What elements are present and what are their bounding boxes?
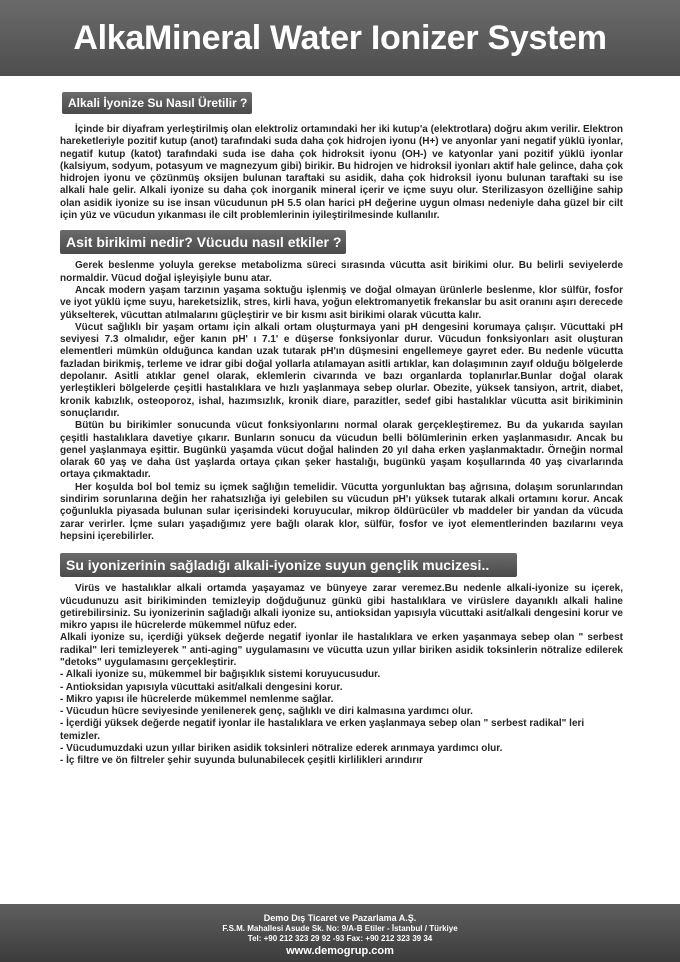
list-item: - Mikro yapısı ile hücrelerde mükemmel nemlenme sağlar. xyxy=(60,693,334,705)
section-2-paragraph: Gerek beslenme yoluyla gerekse metabolizma süreci sırasında vücutta asit birikimi olur. Bu belirli seviyelerde normaldir. Vücud doğal işleyişiyle bunu atar. xyxy=(60,260,623,284)
section-2-paragraph: Ancak modern yaşam tarzının yaşama soktuğu işlenmiş ve doğal olmayan ürünlerle beslenme, klor sülfür, fosfor ve iyot yüklü içme suyu, hareketsizlik, stres, kirli hava, yoğun elektromanyetik frekanslar bu asit oranını aşırı derecede yükselterek, vücuttan atılmalarını güçleştirir ve bir kısmı asit birikimi olarak vücutta kalır. xyxy=(60,284,623,321)
section-2-paragraph: Bütün bu birikimler sonucunda vücut fonksiyonlarını normal olarak gerçekleştiremez. Bu da yukarıda sayılan çeşitli hastalıklara davetiye çıkarır. Bunların sonucu da vücudun belli bölümlerinin erken yaşlanmasıdır. Ancak bu genel yaşlanmaya eşittir. Bugünkü yaşamda vücut doğal halinden 20 yıl daha erken yaşlanmaktadır. Örneğin normal olarak 60 yaş ve daha üst yaşlarda ortaya çıkan şeker hastalığı, bugünkü yaşam koşullarında 40 yaş civarlarında ortaya çıkmaktadır. xyxy=(60,420,623,481)
contact-phone: Tel: +90 212 323 29 92 -93 Fax: +90 212 323 39 34 xyxy=(247,934,433,943)
list-item: - Vücudumuzdaki uzun yıllar biriken asidik toksinleri nötralize ederek arınmaya yardımcı olur. xyxy=(60,743,503,755)
company-address: F.S.M. Mahallesi Asude Sk. No: 9/A-B Etiler - İstanbul / Türkiye xyxy=(222,924,458,933)
company-name: Demo Dış Ticaret ve Pazarlama A.Ş. xyxy=(263,913,417,923)
section-2-paragraph: Her koşulda bol bol temiz su içmek sağlığın temelidir. Vücutta yorgunluktan baş ağrısına, dolaşım sorunlarından sindirim sorunlarına değin her rahatsızlığa iyi gelebilen su vücudun pH'ı yüksek tutarak alkali ortamını korur. Ancak çoğunlukla piyasada bulunan sular içerisindeki koruyucular, mikrop öldürücüler vb maddeler bir yandan da vücuda zarar verirler. İçme suları yaşadığımız yere bağlı olarak klor, sülfür, fosfor ve iyot elementlerinden bazılarını veya hepsini içerebilirler. xyxy=(60,481,623,542)
section-1-paragraph: İçinde bir diyafram yerleştirilmiş olan elektroliz ortamındaki her iki kutup'a (elektrotlara) doğru akım verilir. Elektron hareketleriyle pozitif kutup (anot) tarafındaki suda daha çok hidrojen iyonu (H+) ve anyonlar yani negatif yüklü iyonlar, negatif kutup (katot) tarafındaki suda ise daha çok hidroksit iyonu (OH-) ve katyonlar yani pozitif yüklü iyonlar (kalsiyum, sodyum, potasyum ve magnezyum gibi) birikir. Bu hidrojen ve hidroksil iyonları aktif hale gelince, daha çok hidrojen iyonu ve çözünmüş oksijen bulunan taraftaki su asidik, daha çok hidroksil iyonu bulunan taraftaki su ise alkali hale gelir. Alkali iyonize su daha çok inorganik mineral içerir ve içme suyu olur. Sterilizasyon özelliğine sahip olan asidik iyonize su ise insan vücudunun pH 5.5 olan harici pH değerine uygun olması nedeniyle daha güzel bir cilt için yüz ve vücudun yıkanması ile cilt problemlerinin iyileştirilmesinde kullanılır. xyxy=(60,124,623,222)
section-3-paragraph: Alkali iyonize su, içerdiği yüksek değerde negatif iyonlar ile hastalıklara ve erken yaşanmaya sebep olan " serbest radikal" leri temizleyerek " anti-aging" uygulamasını ve vücutta uzun yıllar biriken asidik toksinlerin nötralize edilerek "detoks" uygulamasını gerçekleştirir. xyxy=(60,632,623,668)
page-title: AlkaMineral Water Ionizer System xyxy=(73,18,607,57)
website-link[interactable]: www.demogrup.com xyxy=(286,945,394,957)
list-item: - Vücudun hücre seviyesinde yenilenerek genç, sağlıklı ve diri kalmasına yardımcı olur. xyxy=(60,706,473,718)
benefits-list xyxy=(60,669,623,767)
section-title-alkali-uretim: Alkali İyonize Su Nasıl Üretilir ? xyxy=(62,92,252,114)
page-footer xyxy=(0,904,680,962)
section-title-genclik-mucizesi: Su iyonizerinin sağladığı alkali-iyonize suyun gençlik mucizesi.. xyxy=(60,553,517,577)
list-item: - İçerdiği yüksek değerde negatif iyonlar ile hastalıklara ve erken yaşlanmaya sebep olan " serbest radikal" leri temizler. xyxy=(60,718,585,742)
section-2-paragraph: Vücut sağlıklı bir yaşam ortamı için alkali ortam oluşturmaya yani pH dengesini korumaya çalışır. Vücuttaki pH seviyesi 7.3 olmalıdır, eğer kanın pH' ı 7.1' e düşerse fonksiyonlar durur. Vücudun fonksiyonları asit oluşturan elementleri mümkün olduğunca kandan uzak tutarak pH'ın düşmesini engellemeye gayret eder. Bu nedenle vücutta fazladan birikmiş, terleme ve idrar gibi doğal yollarla atılamayan asitli artıklar, kan dolaşımının zayıf olduğu bölgelerde depolanır. Asitli atıklar genel olarak, eklemlerin civarında ve bazı organlarda toplanırlar.Bunlar doğal olarak yerleştikleri bölgelerde çeşitli hastalıklara ve hızlı yaşlanmaya sebep olurlar. Obezite, yüksek tansiyon, artrit, diabet, kronik kabızlık, osteoporoz, ishal, hazımsızlık, kronik diare, parazitler, sedef gibi hastalıklar vücutta asit birikiminin sonuçlarıdır. xyxy=(60,321,623,419)
list-item: - Alkali iyonize su, mükemmel bir bağışıklık sistemi koruyucusudur. xyxy=(60,669,381,681)
section-title-asit-birikimi: Asit birikimi nedir? Vücudu nasıl etkiler ? xyxy=(60,230,346,254)
list-item: - İç filtre ve ön filtreler şehir suyunda bulunabilecek çeşitli kirlilikleri arındırır xyxy=(60,755,423,767)
list-item: - Antioksidan yapısıyla vücuttaki asit/alkali dengesini korur. xyxy=(60,681,343,693)
page-header xyxy=(0,0,680,76)
main-content xyxy=(60,86,623,768)
section-3-paragraph: Virüs ve hastalıklar alkali ortamda yaşayamaz ve bünyeye zarar veremez.Bu nedenle alkali-iyonize su içerek, vücudunuzu asit birikiminden temizleyip doğduğunuz günkü gibi hastalıklara ve virüslere dayanıklı alkali haline getirebilirsiniz. Su iyonizerinin sağladığı alkali iyonize su, antioksidan yapısıyla vücuttaki asit/alkali dengesini korur ve mikro yapısı ile hücrelerde mükemmel nüfuz eder. xyxy=(60,583,623,632)
